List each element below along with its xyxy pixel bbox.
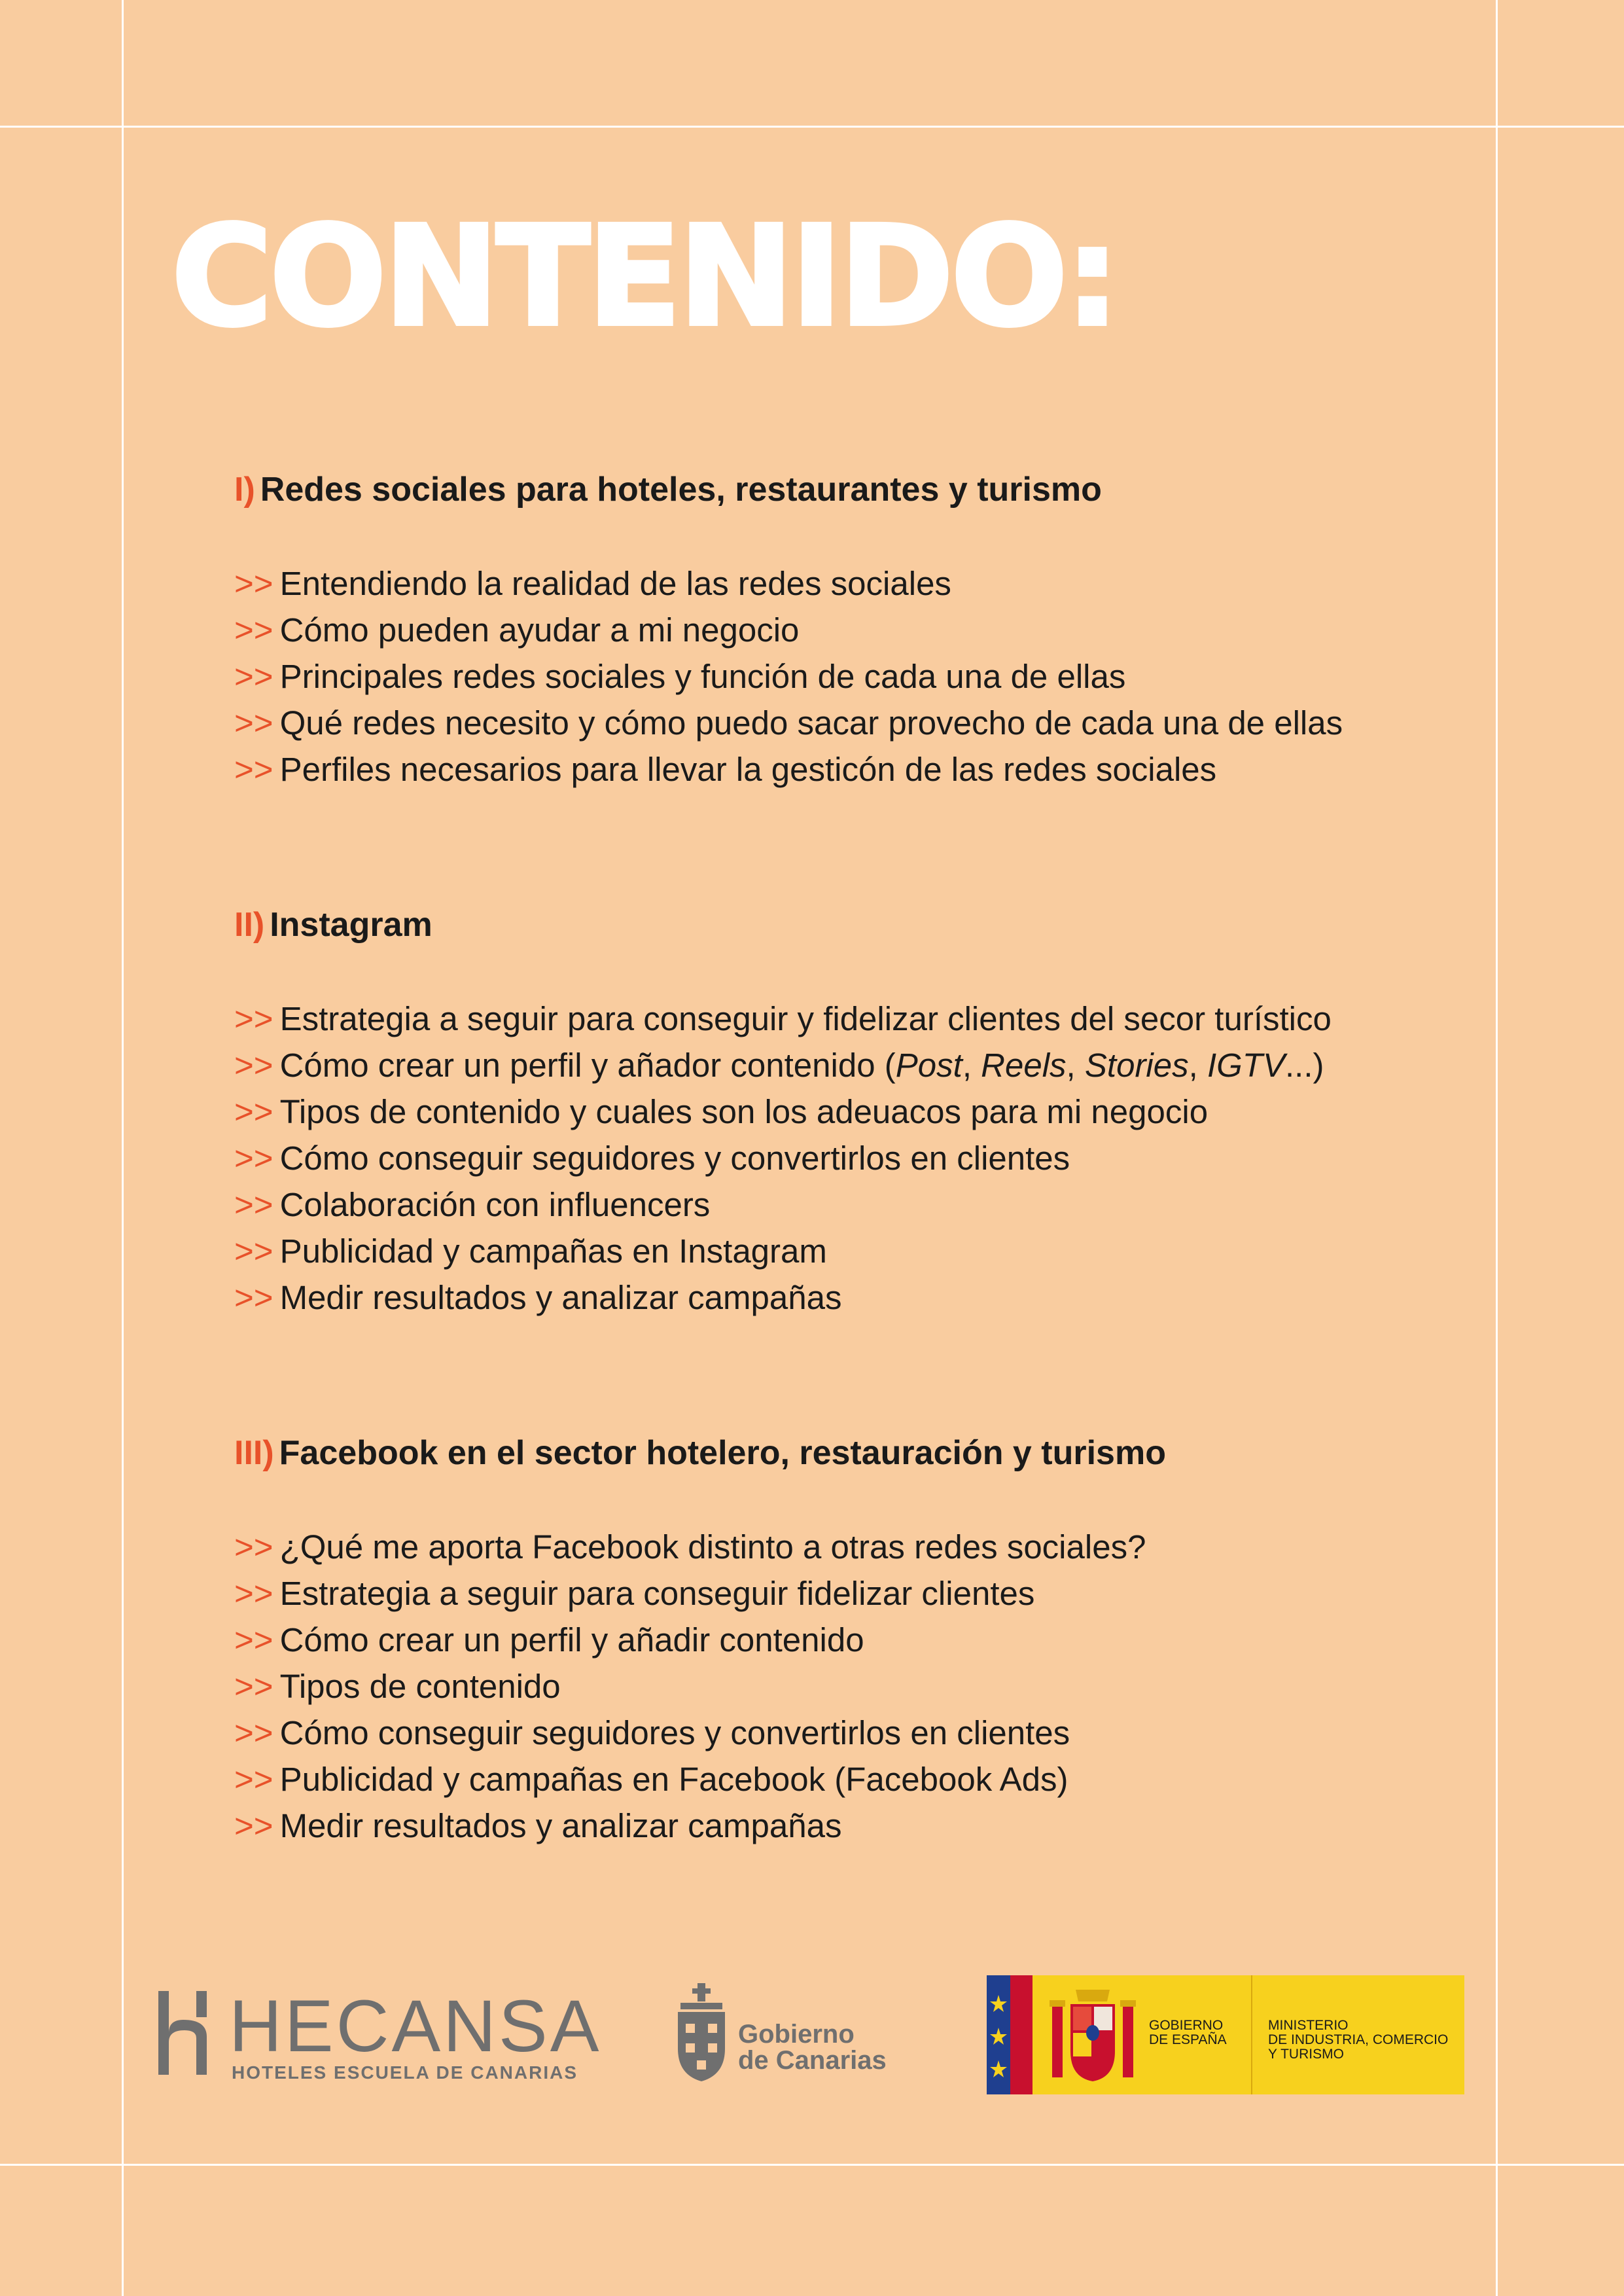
section-heading-text: Instagram (270, 906, 432, 944)
bullet-arrow: >> (234, 611, 274, 649)
list-item: >> Principales redes sociales y función de cada una de ellas (234, 658, 1126, 695)
bullet-arrow: >> (234, 1139, 274, 1177)
contents-list (234, 466, 1477, 1849)
section-numeral: I) (234, 471, 255, 509)
gobierno-canarias-logo (674, 1983, 896, 2081)
list-item: >> Publicidad y campañas en Facebook (Facebook Ads) (234, 1761, 1068, 1798)
section-heading (234, 1429, 1477, 1477)
section-redes-sociales (234, 466, 1477, 793)
hecansa-subtitle: HOTELES ESCUELA DE CANARIAS (232, 2062, 578, 2083)
list-item: >> Entendiendo la realidad de las redes sociales (234, 565, 951, 602)
list-item: >> Medir resultados y analizar campañas (234, 1279, 842, 1316)
list-item: >> Cómo pueden ayudar a mi negocio (234, 611, 800, 649)
list-item: >> Tipos de contenido (234, 1668, 561, 1705)
section-items (234, 996, 1477, 1321)
eu-stars-flag-icon (987, 1975, 1033, 2094)
spain-coat-of-arms-icon (1047, 1986, 1139, 2084)
bullet-arrow: >> (234, 658, 274, 695)
list-item: >> Estrategia a seguir para conseguir fidelizar clientes (234, 1575, 1035, 1612)
bullet-arrow: >> (234, 1186, 274, 1223)
bullet-arrow: >> (234, 1047, 274, 1084)
list-item: >> Publicidad y campañas en Instagram (234, 1232, 827, 1270)
bullet-arrow: >> (234, 1232, 274, 1270)
bullet-arrow: >> (234, 1761, 274, 1798)
bullet-arrow: >> (234, 1714, 274, 1751)
list-item: >> Qué redes necesito y cómo puedo sacar provecho de cada una de ellas (234, 704, 1343, 742)
sponsor-logos (0, 1964, 1624, 2094)
logo-divider (1251, 1975, 1252, 2094)
bullet-arrow: >> (234, 565, 274, 602)
section-heading-text: Redes sociales para hoteles, restaurantes y turismo (260, 471, 1102, 509)
hecansa-logo (156, 1985, 602, 2083)
bullet-arrow: >> (234, 1000, 274, 1037)
bullet-arrow: >> (234, 751, 274, 788)
ministerio-text: MINISTERIO DE INDUSTRIA, COMERCIO Y TURISMO (1268, 2018, 1449, 2062)
section-numeral: II) (234, 906, 265, 944)
list-item: >> Cómo conseguir seguidores y convertirlos en clientes (234, 1714, 1070, 1751)
page-title: CONTENIDO: (171, 196, 1118, 357)
list-item: >> Medir resultados y analizar campañas (234, 1807, 842, 1844)
gobierno-espana-text: GOBIERNO DE ESPAÑA (1149, 2018, 1227, 2047)
gobierno-espana-logo (987, 1975, 1464, 2094)
list-item: >> Tipos de contenido y cuales son los adeuacos para mi negocio (234, 1093, 1209, 1130)
canarias-shield-icon (674, 1983, 729, 2081)
list-item: >> Estrategia a seguir para conseguir y fidelizar clientes del secor turístico (234, 1000, 1332, 1037)
section-items (234, 1524, 1477, 1849)
section-heading (234, 901, 1477, 948)
guide-line-right (1496, 0, 1498, 2296)
section-instagram (234, 901, 1477, 1321)
section-heading-text: Facebook en el sector hotelero, restauración y turismo (279, 1434, 1166, 1472)
gobierno-canarias-text: Gobierno de Canarias (738, 2020, 887, 2075)
section-items (234, 560, 1477, 793)
bullet-arrow: >> (234, 1621, 274, 1659)
section-facebook (234, 1429, 1477, 1849)
bullet-arrow: >> (234, 704, 274, 742)
list-item: >> Cómo crear un perfil y añadir contenido (234, 1621, 864, 1659)
hecansa-name: HECANSA (229, 1985, 602, 2067)
list-item: >> ¿Qué me aporta Facebook distinto a otras redes sociales? (234, 1528, 1146, 1566)
list-item: >> Cómo crear un perfil y añador contenido (Post, Reels, Stories, IGTV...) (234, 1047, 1324, 1084)
guide-line-left (122, 0, 124, 2296)
bullet-arrow: >> (234, 1807, 274, 1844)
guide-line-top (0, 126, 1624, 128)
list-item: >> Cómo conseguir seguidores y convertirlos en clientes (234, 1139, 1070, 1177)
list-item: >> Perfiles necesarios para llevar la gesticón de las redes sociales (234, 751, 1217, 788)
section-numeral: III) (234, 1434, 274, 1472)
bullet-arrow: >> (234, 1575, 274, 1612)
section-heading (234, 466, 1477, 513)
hecansa-h-icon (156, 1991, 215, 2076)
bullet-arrow: >> (234, 1668, 274, 1705)
bullet-arrow: >> (234, 1528, 274, 1566)
bullet-arrow: >> (234, 1279, 274, 1316)
bullet-arrow: >> (234, 1093, 274, 1130)
guide-line-bottom (0, 2164, 1624, 2166)
list-item: >> Colaboración con influencers (234, 1186, 711, 1223)
